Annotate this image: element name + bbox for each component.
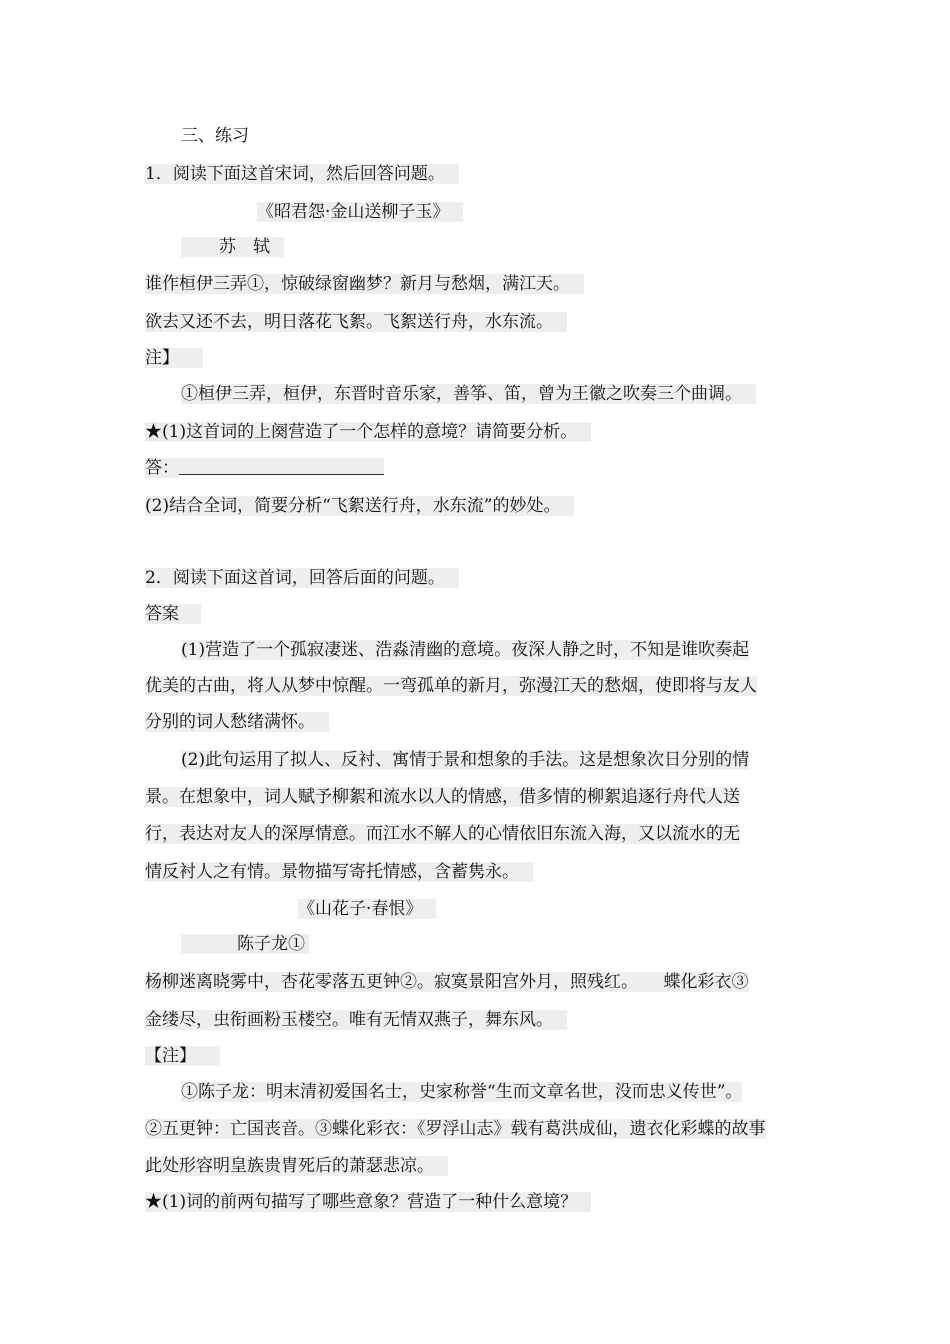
- q2-poem-line-2: 金缕尽，虫衔画粉玉楼空。唯有无情双燕子，舞东风。: [145, 1008, 567, 1032]
- section-heading: 三、练习: [181, 126, 249, 146]
- q1-poem-title: 《昭君怨·金山送柳子玉》: [257, 200, 463, 224]
- q1-answer-line: 答：: [145, 456, 384, 480]
- q2-answer-2-line-3: 行，表达对友人的深厚情意。而江水不解人的心情依旧东流入海，又以流水的无: [145, 824, 740, 844]
- q1-poem-line-1: 谁作桓伊三弄①，惊破绿窗幽梦？新月与愁烟，满江天。: [145, 272, 584, 296]
- q2-answer-2-line-2: 景。在想象中，词人赋予柳絮和流水以人的情感，借多情的柳絮追逐行舟代人送: [145, 787, 740, 807]
- q1-note-1: ①桓伊三弄，桓伊，东晋时音乐家，善筝、笛，曾为王徽之吹奏三个曲调。: [181, 382, 756, 406]
- q1-note-label: 注】: [145, 346, 203, 370]
- answer-blank[interactable]: [179, 458, 384, 475]
- q2-note-label: 【注】: [145, 1044, 220, 1068]
- q2-poem-author: 陈子龙①: [181, 932, 309, 956]
- q2-sub-question-1: ★(1)词的前两句描写了哪些意象？营造了一种什么意境？: [145, 1190, 591, 1214]
- q2-poem-title: 《山花子·春恨》: [298, 897, 436, 921]
- q2-answer-1-line-1: (1)营造了一个孤寂凄迷、浩淼清幽的意境。夜深人静之时，不知是谁吹奏起: [181, 640, 750, 660]
- q1-poem-line-2: 欲去又还不去，明日落花飞絮。飞絮送行舟，水东流。: [145, 310, 567, 334]
- q1-sub-question-2: (2)结合全词，简要分析“飞絮送行舟，水东流”的妙处。: [145, 494, 574, 518]
- q2-note-3: 此处形容明皇族贵胄死后的萧瑟悲凉。: [145, 1154, 448, 1178]
- q2-answer-1-line-3: 分别的词人愁绪满怀。: [145, 710, 329, 734]
- q2-prompt: 2．阅读下面这首词，回答后面的问题。: [145, 566, 459, 590]
- q1-poem-author: 苏 轼: [181, 235, 284, 259]
- q2-answer-2-line-4: 情反衬人之有情。景物描写寄托情感，含蓄隽永。: [145, 860, 533, 884]
- q2-poem-line-1: 杨柳迷离晓雾中，杏花零落五更钟②。寂寞景阳宫外月，照残红。 蝶化彩衣③: [145, 972, 749, 992]
- q1-sub-question-1: ★(1)这首词的上阕营造了一个怎样的意境？请简要分析。: [145, 420, 591, 444]
- q2-answer-heading: 答案: [145, 602, 201, 626]
- q2-note-1: ①陈子龙：明末清初爱国名士，史家称誉“生而文章名世，没而忠义传世”。: [181, 1082, 743, 1102]
- q1-prompt: 1．阅读下面这首宋词，然后回答问题。: [145, 162, 459, 186]
- q2-answer-1-line-2: 优美的古曲，将人从梦中惊醒。一弯孤单的新月，弥漫江天的愁烟，使即将与友人: [145, 676, 757, 696]
- q2-answer-2-line-1: (2)此句运用了拟人、反衬、寓情于景和想象的手法。这是想象次日分别的情: [181, 750, 750, 770]
- q2-note-2: ②五更钟：亡国丧音。③蝶化彩衣：《罗浮山志》载有葛洪成仙，遗衣化彩蝶的故事: [145, 1119, 766, 1139]
